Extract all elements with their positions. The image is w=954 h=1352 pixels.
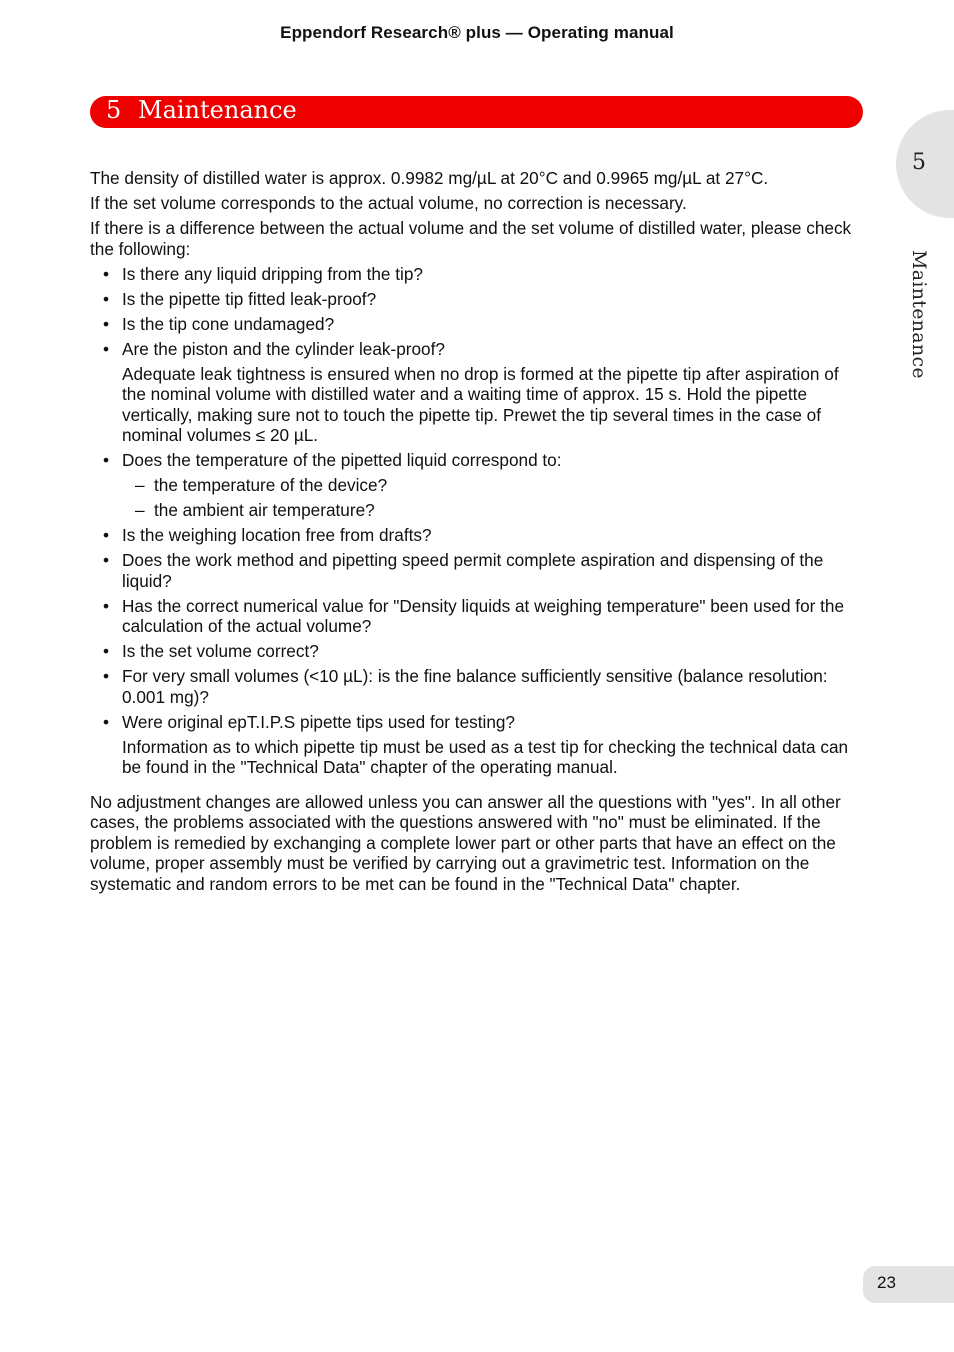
running-header: Eppendorf Research® plus — Operating manual: [280, 23, 674, 42]
sub-list-item: – the ambient air temperature?: [90, 500, 860, 521]
checklist: [90, 264, 860, 778]
chapter-title: Maintenance: [138, 96, 297, 124]
paragraph-no-correction: If the set volume corresponds to the actual volume, no correction is necessary.: [90, 193, 687, 213]
list-item: • Does the work method and pipetting speed permit complete aspiration and dispensing of the liquid?: [90, 550, 860, 591]
list-item: • Are the piston and the cylinder leak-proof?: [90, 339, 860, 360]
paragraph-check-intro: If there is a difference between the actual volume and the set volume of distilled water, please check the following:: [90, 218, 852, 259]
page-number: 23: [877, 1273, 896, 1292]
chapter-number: 5: [106, 96, 122, 124]
chapter-heading-bar: [90, 96, 863, 128]
body-text: [90, 168, 860, 899]
sub-list-item: – the temperature of the device?: [90, 475, 860, 496]
list-item: • Has the correct numerical value for "Density liquids at weighing temperature" been used for the calculation of the actual volume?: [90, 596, 860, 637]
list-item: • Is there any liquid dripping from the tip?: [90, 264, 860, 285]
list-item: • Were original epT.I.P.S pipette tips used for testing?: [90, 712, 860, 733]
paragraph-adjustment-rules: No adjustment changes are allowed unless you can answer all the questions with "yes". In all other cases, the problems associated with the questions answered with "no" must be eliminated. If the problem is remedied by exchanging a complete lower part or other parts that have an effect on the volume, proper assembly must be verified by carrying out a gravimetric test. Information on the systematic and random errors to be met can be found in the "Technical Data" chapter.: [90, 791, 841, 894]
list-item: • Is the tip cone undamaged?: [90, 314, 860, 335]
side-chapter-label: Maintenance: [908, 250, 930, 379]
list-item: • Is the pipette tip fitted leak-proof?: [90, 289, 860, 310]
side-chapter-number: 5: [912, 150, 926, 175]
list-item: • Is the set volume correct?: [90, 641, 860, 662]
list-item: • Does the temperature of the pipetted liquid correspond to:: [90, 450, 860, 471]
list-item: • Is the weighing location free from drafts?: [90, 525, 860, 546]
list-item-note: Information as to which pipette tip must be used as a test tip for checking the technical data can be found in the "Technical Data" chapter of the operating manual.: [122, 736, 849, 777]
paragraph-density: The density of distilled water is approx. 0.9982 mg/µL at 20°C and 0.9965 mg/µL at 27°C.: [90, 168, 769, 188]
list-item: • For very small volumes (<10 µL): is the fine balance sufficiently sensitive (balance resolution: 0.001 mg)?: [90, 666, 860, 707]
list-item-note: Adequate leak tightness is ensured when no drop is formed at the pipette tip after aspiration of the nominal volume with distilled water and a waiting time of approx. 15 s. Hold the pipette vertically, making sure not to touch the pipette tip. Prewet the tip several times in the case of nominal volumes ≤ 20 µL.: [122, 363, 839, 445]
